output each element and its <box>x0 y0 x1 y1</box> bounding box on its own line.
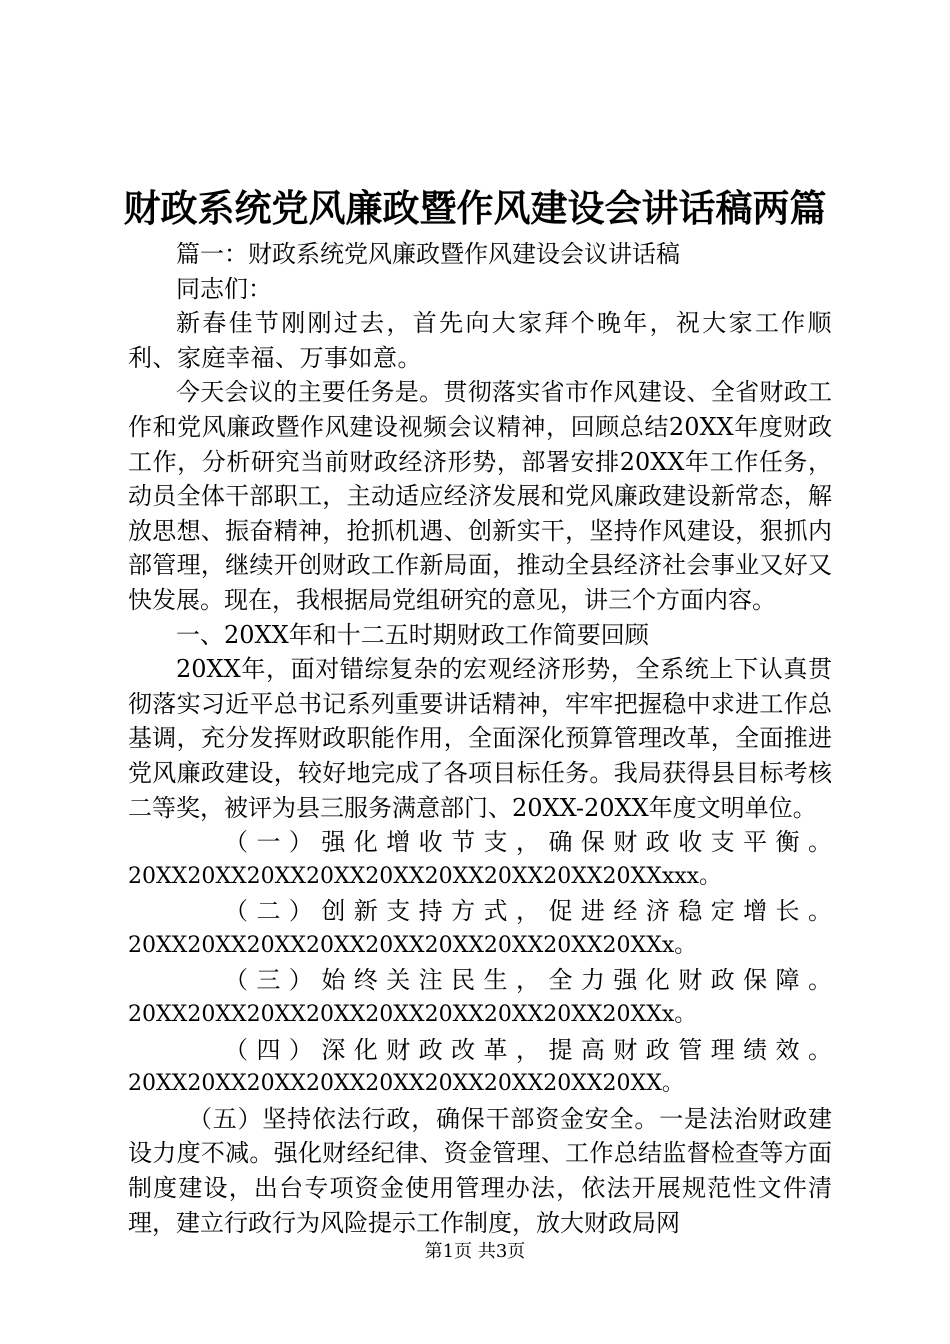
paragraph-subtitle: 篇一：财政系统党风廉政暨作风建设会议讲话稿 <box>176 240 680 268</box>
paragraph-salutation: 同志们： <box>176 274 272 303</box>
section-item-2 <box>128 894 832 963</box>
section-item-1 <box>128 825 832 894</box>
section-item-1-heading: （一）强化增收节支，确保财政收支平衡。 <box>224 828 832 857</box>
section-item-3 <box>128 963 832 1032</box>
section-item-1-text: 20XX20XX20XX20XX20XX20XX20XX20XX20XXxxx。 <box>128 863 722 889</box>
section-item-3-heading: （三）始终关注民生，全力强化财政保障。 <box>224 966 832 995</box>
section-item-2-text: 20XX20XX20XX20XX20XX20XX20XX20XX20XXx。 <box>128 932 697 958</box>
section-item-2-heading: （二）创新支持方式，促进经济稳定增长。 <box>224 897 832 926</box>
paragraph-section-5: （五）坚持依法行政，确保干部资金安全。一是法治财政建设力度不减。强化财经纪律、资金管理、工作总结监督检查等方面制度建设，出台专项资金使用管理办法，依法开展规范性文件清理，建立行政行为风险提示工作制度，放大财政局网 <box>128 1104 832 1237</box>
paragraph-review: 20XX年，面对错综复杂的宏观经济形势，全系统上下认真贯彻落实习近平总书记系列重要讲话精神，牢牢把握稳中求进工作总基调，充分发挥财政职能作用，全面深化预算管理改革，全面推进党风廉政建设，较好地完成了各项目标任务。我局获得县目标考核二等奖，被评为县三服务满意部门、20XX-20XX年度文明单位。 <box>128 655 832 822</box>
section-item-4-heading: （四）深化财政改革，提高财政管理绩效。 <box>224 1035 832 1064</box>
page-footer: 第1页 共3页 <box>424 1241 526 1262</box>
document-body <box>128 237 832 1240</box>
paragraph-heading-review: 一、20XX年和十二五时期财政工作简要回顾 <box>176 620 649 649</box>
section-item-4 <box>128 1033 832 1102</box>
paragraph-greeting: 新春佳节刚刚过去，首先向大家拜个晚年，祝大家工作顺利、家庭幸福、万事如意。 <box>128 309 832 372</box>
section-item-4-text: 20XX20XX20XX20XX20XX20XX20XX20XX20XX。 <box>128 1071 684 1097</box>
paragraph-tasks: 今天会议的主要任务是。贯彻落实省市作风建设、全省财政工作和党风廉政暨作风建设视频会议精神，回顾总结20XX年度财政工作，分析研究当前财政经济形势，部署安排20XX年工作任务，动员全体干部职工，主动适应经济发展和党风廉政建设新常态，解放思想、振奋精神，抢抓机遇、创新实干，坚持作风建设，狠抓内部管理，继续开创财政工作新局面，推动全县经济社会事业又好又快发展。现在，我根据局党组研究的意见，讲三个方面内容。 <box>128 378 832 614</box>
document-title: 财政系统党风廉政暨作风建设会讲话稿两篇 <box>123 186 827 230</box>
section-item-3-text: 20XX20XX20XX20XX20XX20XX20XX20XX20XXx。 <box>128 1002 697 1028</box>
